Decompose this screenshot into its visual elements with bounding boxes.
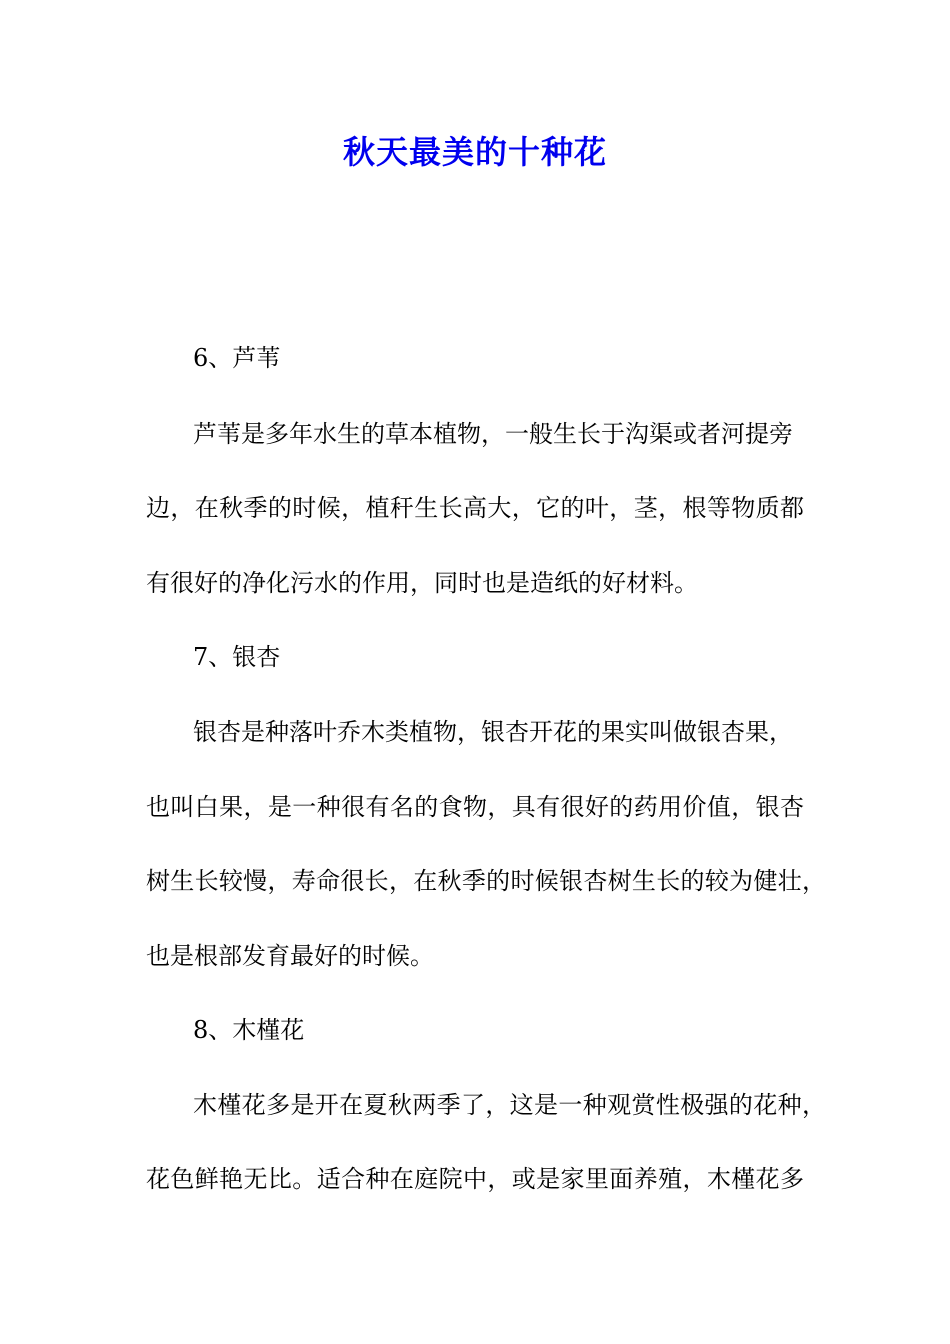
paragraph-line: 树生长较慢，寿命很长，在秋季的时候银杏树生长的较为健壮， [146,867,826,895]
paragraph-line: 芦苇是多年水生的草本植物，一般生长于沟渠或者河提旁 [193,420,793,448]
section-heading-ginkgo: 7、银杏 [193,643,281,671]
paragraph-line: 木槿花多是开在夏秋两季了，这是一种观赏性极强的花种， [193,1091,826,1119]
section-heading-hibiscus: 8、木槿花 [193,1016,305,1044]
paragraph-line: 银杏是种落叶乔木类植物，银杏开花的果实叫做银杏果， [193,718,793,746]
paragraph-line: 也是根部发育最好的时候。 [146,942,434,970]
section-heading-reed: 6、芦苇 [193,344,281,372]
paragraph-line: 也叫白果，是一种很有名的食物，具有很好的药用价值，银杏 [146,793,804,821]
paragraph-line: 边，在秋季的时候，植秆生长高大，它的叶，茎，根等物质都 [146,494,804,522]
paragraph-line: 花色鲜艳无比。适合种在庭院中，或是家里面养殖，木槿花多 [146,1165,804,1193]
paragraph-line: 有很好的净化污水的作用，同时也是造纸的好材料。 [146,569,698,597]
document-title: 秋天最美的十种花 [342,133,607,171]
